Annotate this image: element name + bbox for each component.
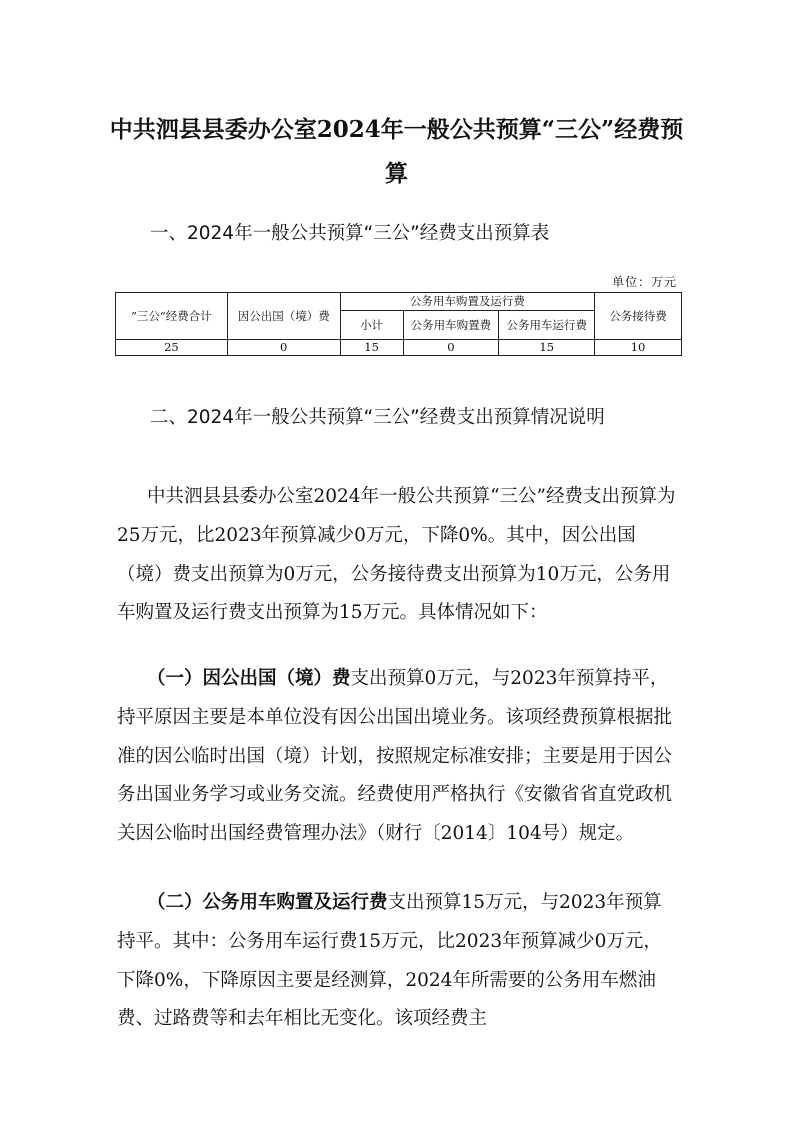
- header-purchase: 公务用车购置费: [403, 311, 499, 340]
- paragraph-vehicle-text: 支出预算15万元，与2023年预算持平。其中：公务用车运行费15万元，比2023年预算减少0万元，下降0%，下降原因主要是经测算，2024年所需要的公务用车燃油费、过路费等和去年相比无变化。该项经费主: [117, 892, 662, 1030]
- budget-table: [115, 292, 682, 356]
- document-title: 中共泗县县委办公室2024年一般公共预算“三公”经费预算: [109, 116, 684, 187]
- header-vehicle-group: 公务用车购置及运行费: [340, 293, 595, 311]
- paragraph-abroad: [117, 660, 679, 854]
- header-abroad: 因公出国（境）费: [227, 293, 340, 340]
- header-total: ”三公“经费合计: [116, 293, 228, 340]
- unit-label: 单位：万元: [611, 275, 677, 289]
- paragraph-vehicle: [117, 884, 679, 1039]
- section-1-title: 一、2024年一般公共预算“三公”经费支出预算表: [150, 223, 550, 244]
- value-purchase: 0: [403, 340, 499, 356]
- value-operation: 15: [499, 340, 595, 356]
- value-abroad: 0: [227, 340, 340, 356]
- header-operation: 公务用车运行费: [499, 311, 595, 340]
- table-row: [116, 340, 682, 356]
- paragraph-summary: 中共泗县县委办公室2024年一般公共预算“三公”经费支出预算为25万元，比2023年预算减少0万元，下降0%。其中，因公出国（境）费支出预算为0万元，公务接待费支出预算为10万元，公务用车购置及运行费支出预算为15万元。具体情况如下：: [117, 486, 676, 624]
- paragraph-vehicle-lead: （二）公务用车购置及运行费: [147, 892, 388, 913]
- table-header-row: [116, 293, 682, 311]
- paragraph-abroad-text: 支出预算0万元，与2023年预算持平，持平原因主要是本单位没有因公出国出境业务。该项经费预算根据批准的因公临时出国（境）计划，按照规定标准安排；主要是用于因公务出国业务学习或业务交流。经费使用严格执行《安徽省省直党政机关因公临时出国经费管理办法》（财行〔2014〕104号）规定。: [117, 668, 673, 845]
- value-subtotal: 15: [340, 340, 403, 356]
- section-2-title: 二、2024年一般公共预算“三公”经费支出预算情况说明: [150, 407, 605, 428]
- paragraph-abroad-lead: （一）因公出国（境）费: [147, 668, 351, 689]
- header-subtotal: 小计: [340, 311, 403, 340]
- value-total: 25: [116, 340, 228, 356]
- value-reception: 10: [595, 340, 682, 356]
- header-reception: 公务接待费: [595, 293, 682, 340]
